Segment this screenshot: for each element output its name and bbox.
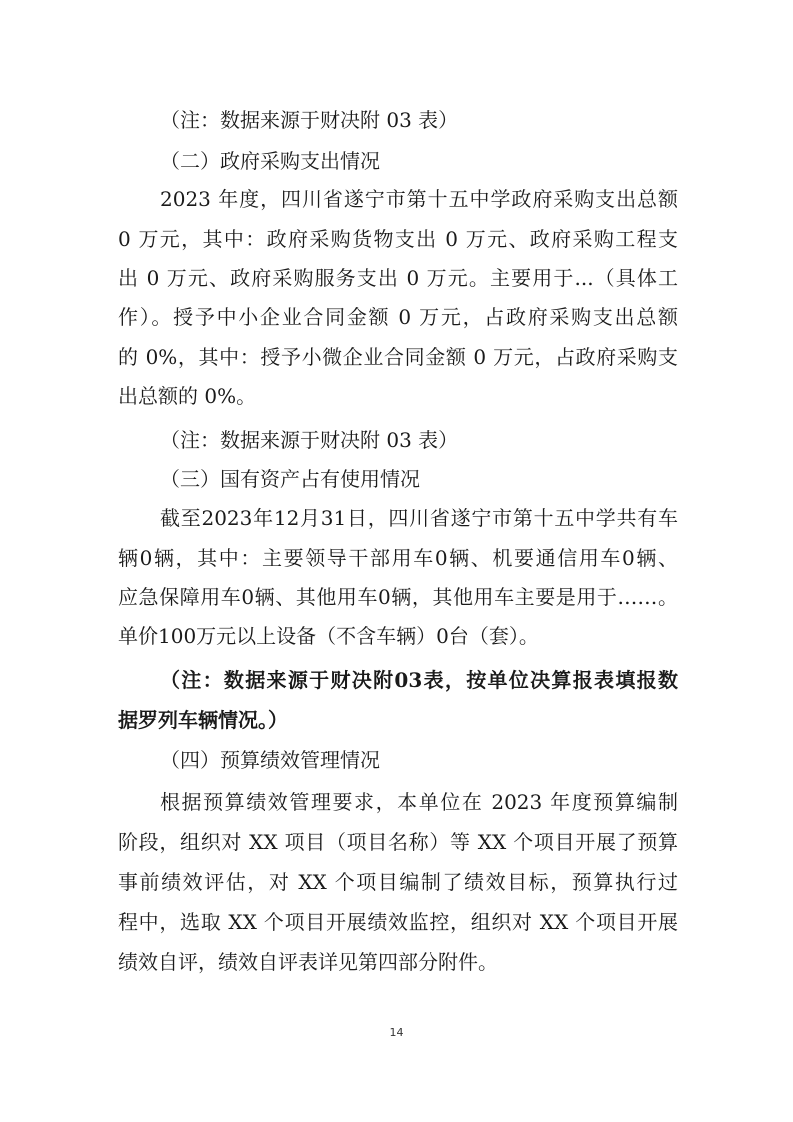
paragraph-assets-line-2: 辆0辆，其中：主要领导干部用车0辆、机要通信用车0辆、	[118, 546, 678, 570]
note-line-1: （注：数据来源于财决附 03 表）	[160, 108, 459, 132]
paragraph-assets-line-3: 应急保障用车0辆、其他用车0辆，其他用车主要是用于……。	[118, 585, 678, 609]
paragraph-performance-line-1: 根据预算绩效管理要求，本单位在 2023 年度预算编制	[160, 790, 678, 814]
note-line-3-part-1: （注：数据来源于财决附03表，按单位决算报表填报数	[160, 668, 678, 692]
page-number: 14	[389, 1026, 404, 1039]
paragraph-procurement-line-3: 出 0 万元、政府采购服务支出 0 万元。主要用于...（具体工	[118, 266, 678, 290]
paragraph-procurement-line-4: 作）。授予中小企业合同金额 0 万元，占政府采购支出总额	[118, 305, 678, 329]
paragraph-performance-line-2: 阶段，组织对 XX 项目（项目名称）等 XX 个项目开展了预算	[118, 830, 678, 854]
note-line-2: （注：数据来源于财决附 03 表）	[160, 428, 459, 452]
paragraph-assets-line-1: 截至2023年12月31日，四川省遂宁市第十五中学共有车	[160, 506, 678, 530]
note-line-3-part-2: 据罗列车辆情况。）	[118, 708, 288, 732]
paragraph-procurement-line-5: 的 0%，其中：授予小微企业合同金额 0 万元，占政府采购支	[118, 345, 678, 369]
paragraph-performance-line-4: 程中，选取 XX 个项目开展绩效监控，组织对 XX 个项目开展	[118, 910, 678, 934]
paragraph-procurement-line-1: 2023 年度，四川省遂宁市第十五中学政府采购支出总额	[160, 187, 678, 211]
paragraph-procurement-line-2: 0 万元，其中：政府采购货物支出 0 万元、政府采购工程支	[118, 227, 678, 251]
paragraph-procurement-line-6: 出总额的 0%。	[118, 384, 257, 408]
section-heading-state-assets: （三）国有资产占有使用情况	[160, 467, 420, 491]
paragraph-performance-line-3: 事前绩效评估，对 XX 个项目编制了绩效目标，预算执行过	[118, 870, 678, 894]
section-heading-performance-management: （四）预算绩效管理情况	[160, 748, 380, 772]
paragraph-performance-line-5: 绩效自评，绩效自评表详见第四部分附件。	[118, 950, 498, 974]
section-heading-government-procurement: （二）政府采购支出情况	[160, 149, 380, 173]
paragraph-assets-line-4: 单价100万元以上设备（不含车辆）0台（套）。	[118, 624, 539, 648]
